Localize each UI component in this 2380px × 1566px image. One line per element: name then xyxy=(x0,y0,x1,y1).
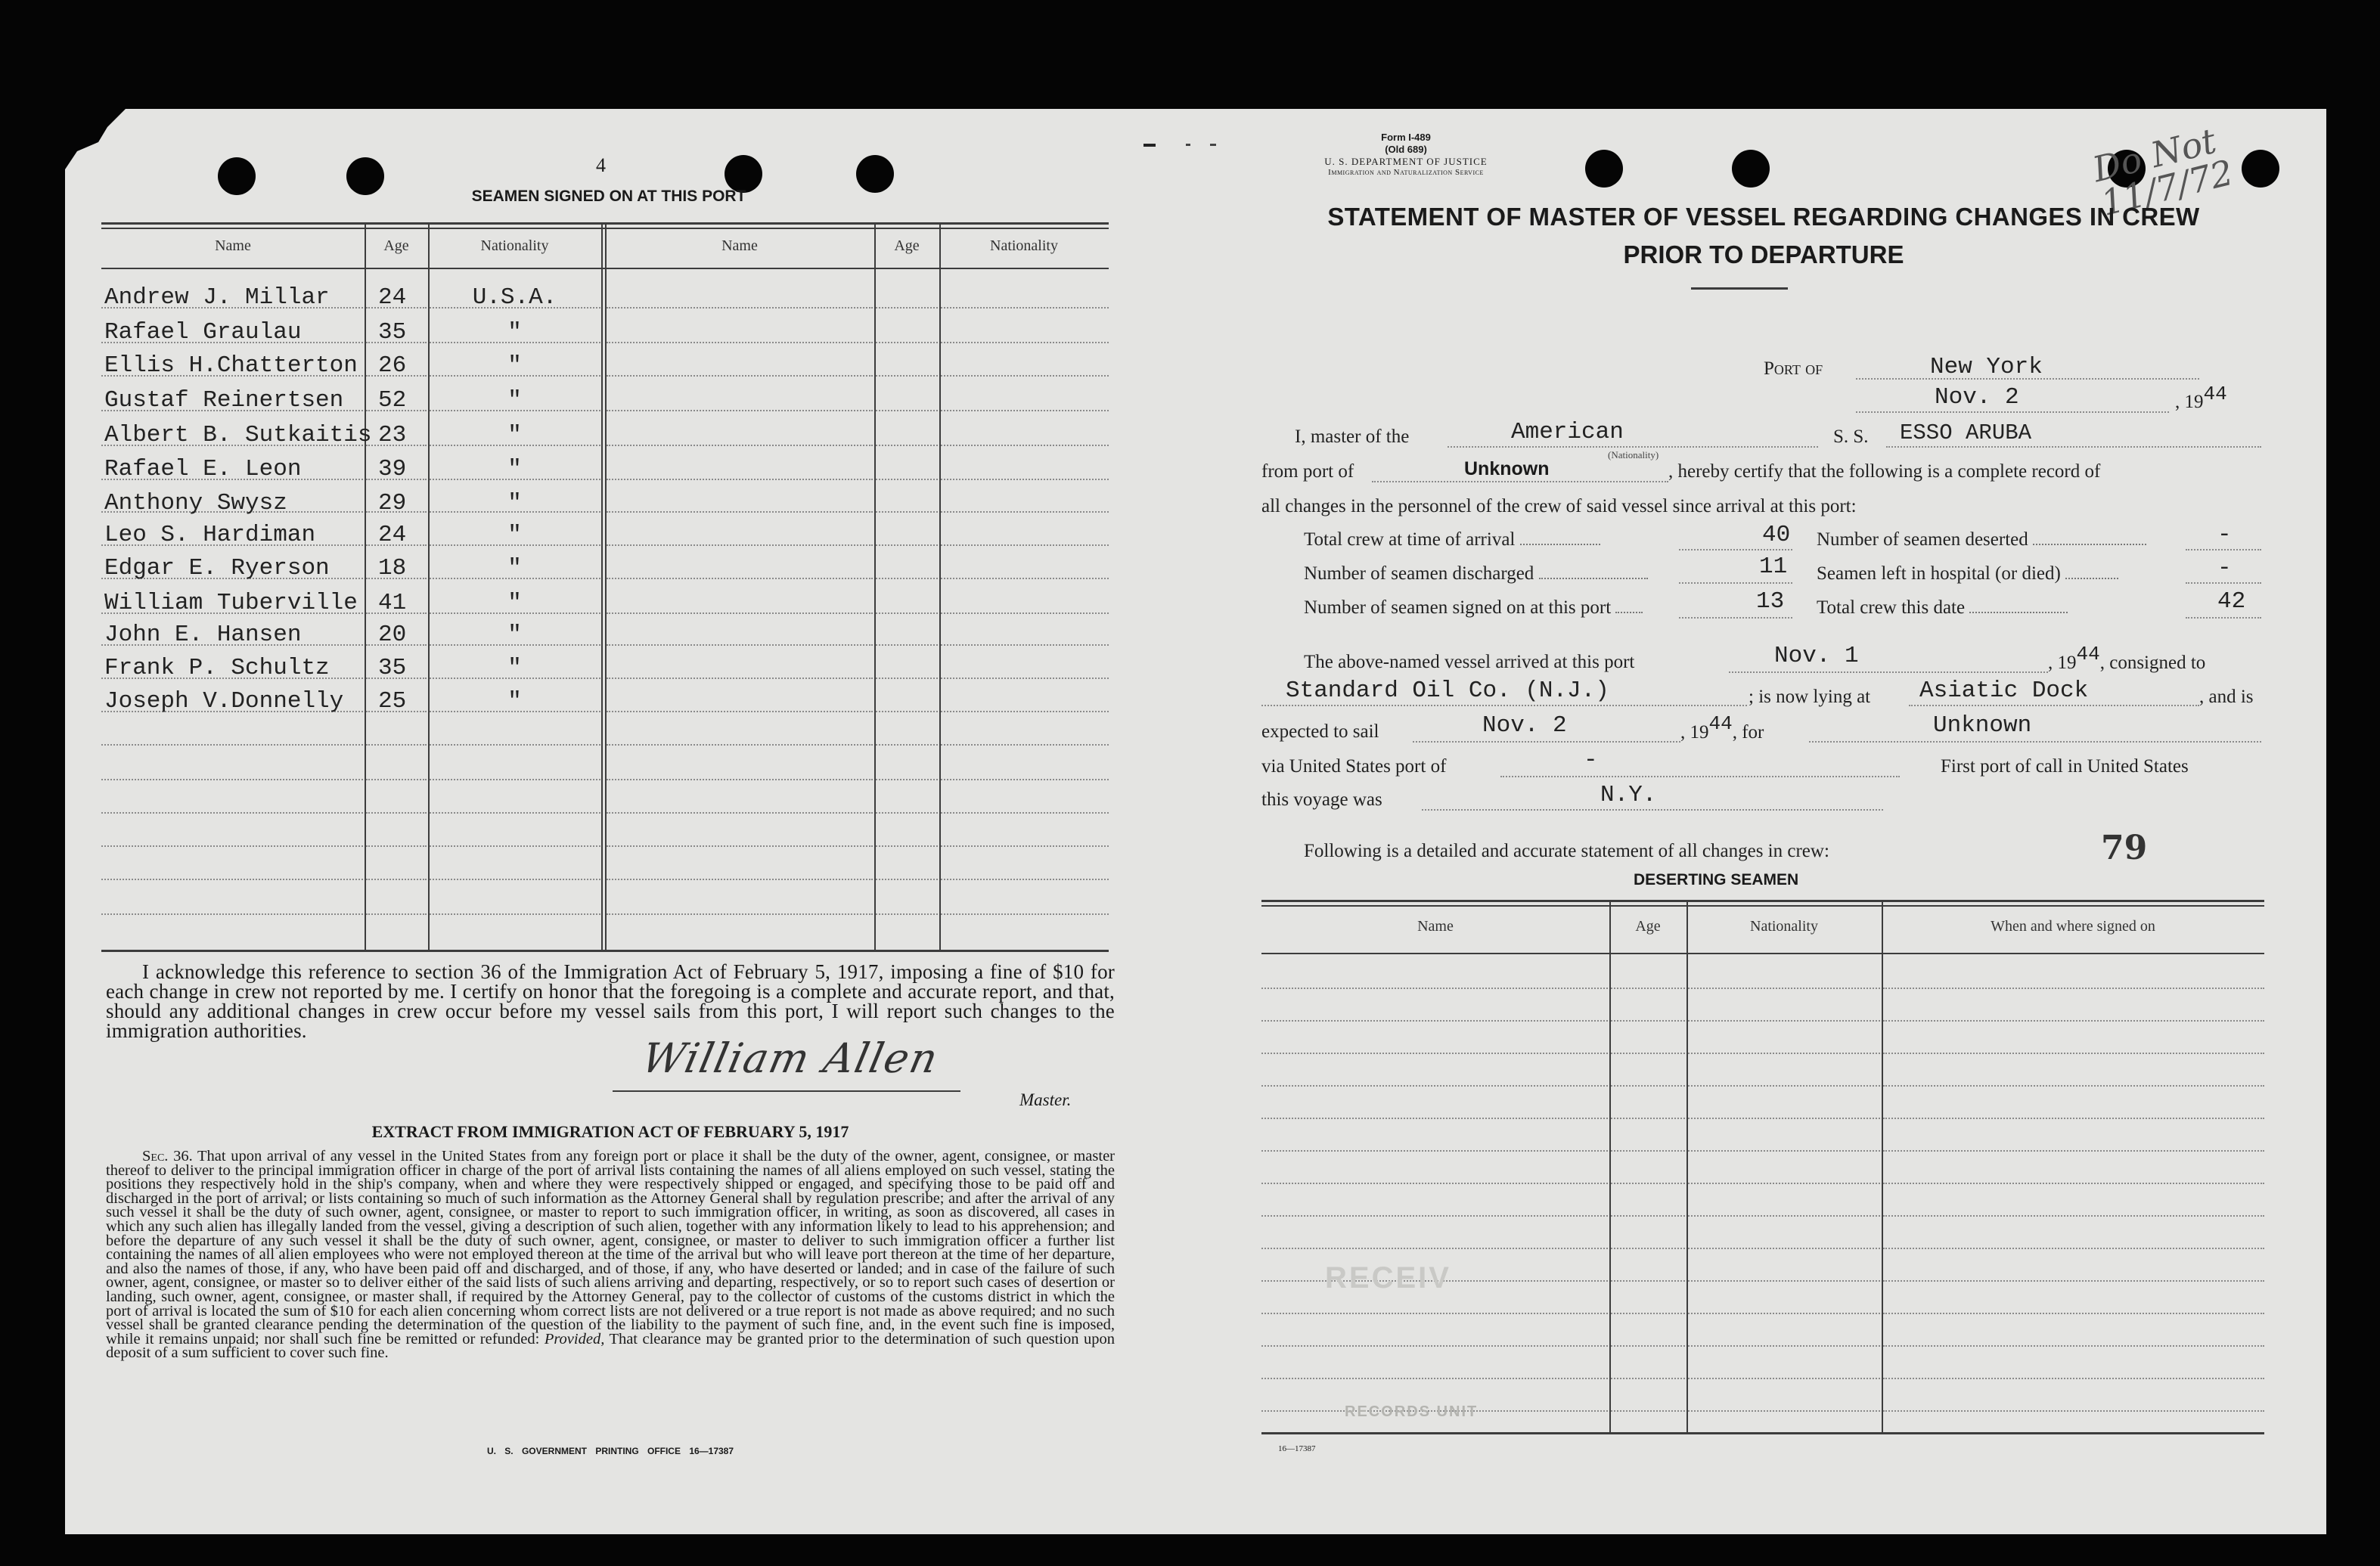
row-rule xyxy=(941,375,1109,377)
received-stamp: RECEIV xyxy=(1325,1261,1451,1295)
row-rule xyxy=(1688,1345,1880,1347)
nationality-caption: (Nationality) xyxy=(1608,449,1659,460)
row-rule xyxy=(1883,1215,2264,1217)
row-rule xyxy=(1883,1118,2264,1119)
row-rule xyxy=(430,879,600,880)
value-line xyxy=(2186,617,2261,619)
row-rule xyxy=(1611,1410,1685,1412)
arrived-year-suffix: 44 xyxy=(2076,643,2100,665)
row-rule xyxy=(941,578,1109,579)
seaman-name: Rafael E. Leon xyxy=(104,456,302,482)
ss-label: S. S. xyxy=(1833,426,1869,447)
row-rule xyxy=(1261,1248,1608,1249)
desert-col-name: Name xyxy=(1417,918,1454,935)
punch-hole xyxy=(346,157,384,195)
row-rule xyxy=(1883,1378,2264,1379)
row-rule xyxy=(607,913,873,915)
row-rule xyxy=(1883,1085,2264,1087)
port-label: Port of xyxy=(1764,358,1823,379)
row-rule xyxy=(1688,1020,1880,1022)
row-rule xyxy=(941,913,1109,915)
seaman-age: 23 xyxy=(378,422,407,448)
arrived-date: Nov. 1 xyxy=(1774,643,1859,669)
row-rule xyxy=(1883,1313,2264,1314)
extract-text xyxy=(106,1149,1115,1360)
from-port-value: Unknown xyxy=(1464,458,1550,479)
discharged-label-text: Number of seamen discharged xyxy=(1304,563,1534,584)
row-rule xyxy=(607,479,873,480)
from-port-field-line xyxy=(1372,481,1668,482)
first-port-label: First port of call in United States xyxy=(1941,756,2189,777)
first-port-value: N.Y. xyxy=(1600,782,1657,808)
form-number: Form I-489 xyxy=(1381,132,1431,143)
fold-mark xyxy=(1186,144,1190,146)
seaman-nationality: " xyxy=(507,590,522,616)
value-line xyxy=(1679,582,1792,584)
row-rule xyxy=(607,744,873,746)
footer-code: 16—17387 xyxy=(1278,1444,1316,1453)
row-rule xyxy=(1611,1053,1685,1054)
row-rule xyxy=(1261,1345,1608,1347)
row-rule xyxy=(876,812,938,814)
row-rule xyxy=(1611,1378,1685,1379)
row-rule xyxy=(607,879,873,880)
row-rule xyxy=(941,678,1109,679)
row-rule xyxy=(607,307,873,309)
destination-value: Unknown xyxy=(1933,712,2032,739)
seaman-age: 52 xyxy=(378,387,407,414)
nationality-value: American xyxy=(1511,419,1624,445)
row-rule xyxy=(366,879,427,880)
row-rule xyxy=(876,678,938,679)
total-crew-date-label xyxy=(1817,597,2068,619)
desert-table-column-rule xyxy=(1609,901,1611,1432)
row-rule xyxy=(1261,1378,1608,1379)
row-rule xyxy=(366,913,427,915)
signed-on-label-text: Number of seamen signed on at this port xyxy=(1304,597,1612,618)
col-header-nationality: Nationality xyxy=(990,237,1058,254)
row-rule xyxy=(941,879,1109,880)
certify-text-2: all changes in the personnel of the crew of said vessel since arrival at this port: xyxy=(1261,496,1857,516)
row-rule xyxy=(941,644,1109,646)
row-rule xyxy=(1261,1020,1608,1022)
row-rule xyxy=(1688,1280,1880,1282)
seaman-nationality: " xyxy=(507,688,522,715)
arrived-field-line xyxy=(1729,671,2048,673)
table-column-rule xyxy=(939,224,941,950)
extract-end: That clearance may be granted prior to the determination of such question upon deposit of a sum sufficient to cover such fine. xyxy=(106,1330,1116,1362)
seaman-age: 39 xyxy=(378,456,407,482)
table-column-rule xyxy=(605,224,607,950)
and-is-label: , and is xyxy=(2199,687,2254,707)
row-rule xyxy=(1688,1378,1880,1379)
row-rule xyxy=(1883,988,2264,989)
row-rule xyxy=(876,445,938,446)
seaman-nationality: " xyxy=(507,522,522,548)
row-rule xyxy=(876,410,938,411)
col-header-age: Age xyxy=(894,237,920,254)
discharged-label xyxy=(1304,563,1648,585)
extract-title: EXTRACT FROM IMMIGRATION ACT OF FEBRUARY 5, 1917 xyxy=(371,1122,849,1141)
row-rule xyxy=(1883,1053,2264,1054)
signed-on-heading: SEAMEN SIGNED ON AT THIS PORT xyxy=(471,188,746,205)
acknowledgment-text: I acknowledge this reference to section 36 of the Immigration Act of February 5, 1917, imposing a fine of $10 for each change in crew not reported by me. I certify on honor that the foregoing is a complete and accurate report, and that, should any additional changes in crew occur before my vessel sails from this port, I will report such changes to the immigration authorities. xyxy=(106,960,1115,1042)
extract-body: That upon arrival of any vessel in the United States from any foreign port or place it shall be the duty of the owner, agent, consignee, or master thereof to deliver to the principal immigration officer in charge of the port of arrival lists containing the names of all aliens employed on such vessel, stating the positions they respectively hold in the ship's company, when and where they were respectively shipped or engaged, and specifying those to be paid off and discharged in the port of arrival; or lists containing so much of such information as the Attorney General shall by regulation prescribe; and after the arrival of any such vessel it shall be the duty of such owner, agent, consignee, or master to report to such immigration officer, in writing, as soon as discovered, all cases in which any such alien has illegally landed from the vessel, giving a description of such alien, together with any information likely to lead to his apprehension; and before the departure of any such vessel it shall be the duty of such owner, agent, consignee, or master to deliver to such immigration officer a further list containing the names of all alien employees who were not employed thereon at the time of the arrival but who will leave port thereon at the time of her departure, and also the names of those, if any, who have been paid off and discharged, and of those, if any, who have deserted or landed; and in case of the failure of such owner, agent, consignee, or master so to deliver either of the said lists of such aliens arriving and departing, respectively, or so to report such cases of desertion or landing, such owner, agent, consignee, or master shall, if required by the Attorney General, pay to the collector of customs of the customs district in which the port of arrival is located the sum of $10 for each alien concerning whom correct lists are not delivered or a true report is not made as above required; and no such vessel shall be granted clearance pending the determination of the question of the liability to the payment of such fine, and, in the event such fine is imposed, while it remains unpaid; nor shall such fine be remitted or refunded: xyxy=(106,1148,1115,1347)
row-rule xyxy=(1611,1248,1685,1249)
lying-label: ; is now lying at xyxy=(1749,687,1871,707)
handwritten-corner-note: Do Not 11/7/72 xyxy=(2088,119,2238,224)
row-rule xyxy=(607,612,873,614)
desert-table-top xyxy=(1261,905,2264,907)
form-old-number: (Old 689) xyxy=(1385,144,1427,155)
row-rule xyxy=(876,845,938,847)
certify-text: , hereby certify that the following is a complete record of xyxy=(1668,461,2101,482)
row-rule xyxy=(366,779,427,780)
row-rule xyxy=(101,879,363,880)
row-rule xyxy=(607,678,873,679)
row-rule xyxy=(941,744,1109,746)
desert-table-bottom xyxy=(1261,1432,2264,1434)
table-column-rule xyxy=(365,224,366,950)
seaman-nationality: " xyxy=(507,490,522,516)
seaman-name: John E. Hansen xyxy=(104,622,302,648)
row-rule xyxy=(1611,1183,1685,1184)
sail-date-value: Nov. 2 xyxy=(1482,712,1567,739)
seaman-name: Frank P. Schultz xyxy=(104,655,330,681)
sail-year-suffix: 44 xyxy=(1708,712,1733,735)
punch-hole xyxy=(1732,150,1770,188)
consigned-label: , consigned to xyxy=(2099,653,2206,673)
row-rule xyxy=(430,744,600,746)
row-rule xyxy=(876,612,938,614)
row-rule xyxy=(430,845,600,847)
row-rule xyxy=(607,445,873,446)
hospital-value: - xyxy=(2217,555,2232,581)
row-rule xyxy=(101,812,363,814)
seaman-age: 26 xyxy=(378,352,407,379)
discharged-value: 11 xyxy=(1759,554,1788,580)
master-of-the-label: I, master of the xyxy=(1295,426,1410,447)
row-rule xyxy=(1883,1410,2264,1412)
year-suffix: 44 xyxy=(2203,383,2227,405)
deserting-heading: DESERTING SEAMEN xyxy=(1634,871,1799,888)
destination-field-line xyxy=(1809,741,2261,743)
row-rule xyxy=(876,479,938,480)
seaman-nationality: " xyxy=(507,655,522,681)
row-rule xyxy=(941,779,1109,780)
seaman-name: Leo S. Hardiman xyxy=(104,522,316,548)
sail-date-field-line xyxy=(1413,741,1680,743)
row-rule xyxy=(1688,1215,1880,1217)
seaman-nationality: " xyxy=(507,456,522,482)
voyage-field-line xyxy=(1422,809,1883,811)
row-rule xyxy=(607,644,873,646)
arrived-year: , 1944, consigned to xyxy=(2048,643,2206,673)
row-rule xyxy=(941,812,1109,814)
row-rule xyxy=(1883,1345,2264,1347)
row-rule xyxy=(1688,1410,1880,1412)
row-rule xyxy=(607,342,873,343)
desert-table-top xyxy=(1261,900,2264,902)
row-rule xyxy=(101,779,363,780)
row-rule xyxy=(607,578,873,579)
deserted-label xyxy=(1817,529,2146,550)
row-rule xyxy=(1883,1248,2264,1249)
seaman-name: Ellis H.Chatterton xyxy=(104,352,358,379)
row-rule xyxy=(876,307,938,309)
row-rule xyxy=(1688,1118,1880,1119)
punch-hole xyxy=(1585,150,1623,188)
desert-table-column-rule xyxy=(1686,901,1688,1432)
row-rule xyxy=(430,913,600,915)
port-value: New York xyxy=(1930,354,2043,380)
row-rule xyxy=(1611,1215,1685,1217)
lying-at-value: Asiatic Dock xyxy=(1919,678,2089,704)
sail-year-prefix: 19 xyxy=(1690,722,1709,743)
row-rule xyxy=(607,511,873,513)
row-rule xyxy=(1883,1150,2264,1152)
row-rule xyxy=(607,812,873,814)
row-rule xyxy=(607,544,873,546)
col-header-nationality: Nationality xyxy=(480,237,549,254)
row-rule xyxy=(941,711,1109,712)
row-rule xyxy=(1611,1020,1685,1022)
total-crew-date-label-text: Total crew this date xyxy=(1817,597,1966,618)
total-crew-arrival-label-text: Total crew at time of arrival xyxy=(1304,529,1516,550)
seaman-name: Joseph V.Donnelly xyxy=(104,688,344,715)
for-label: , for xyxy=(1732,722,1764,743)
year-prefix: , 1944 xyxy=(2175,383,2227,412)
fold-mark xyxy=(1210,144,1216,146)
signed-on-value: 13 xyxy=(1756,588,1785,615)
row-rule xyxy=(607,711,873,712)
seaman-nationality: U.S.A. xyxy=(472,284,557,311)
seaman-name: Anthony Swysz xyxy=(104,490,287,516)
row-rule xyxy=(1261,1183,1608,1184)
desert-col-age: Age xyxy=(1635,918,1661,935)
row-rule xyxy=(101,913,363,915)
hospital-label xyxy=(1817,563,2118,585)
row-rule xyxy=(941,479,1109,480)
total-crew-date-value: 42 xyxy=(2217,588,2246,615)
vessel-field-line xyxy=(1886,446,2261,448)
row-rule xyxy=(876,375,938,377)
row-rule xyxy=(876,913,938,915)
seaman-age: 29 xyxy=(378,490,407,516)
table-column-rule xyxy=(601,224,603,950)
row-rule xyxy=(1883,1280,2264,1282)
row-rule xyxy=(607,375,873,377)
expected-label: expected to sail xyxy=(1261,721,1379,742)
row-rule xyxy=(1261,1053,1608,1054)
via-label: via United States port of xyxy=(1261,756,1447,777)
value-line xyxy=(2186,549,2261,550)
row-rule xyxy=(941,445,1109,446)
seaman-name: Edgar E. Ryerson xyxy=(104,555,330,581)
form-title-line1: STATEMENT OF MASTER OF VESSEL REGARDING CHANGES IN CREW xyxy=(1327,203,2200,231)
page-number: 4 xyxy=(596,154,606,176)
row-rule xyxy=(941,410,1109,411)
row-rule xyxy=(1261,1118,1608,1119)
row-rule xyxy=(430,812,600,814)
col-header-name: Name xyxy=(721,237,758,254)
row-rule xyxy=(941,612,1109,614)
seaman-nationality: " xyxy=(507,387,522,414)
row-rule xyxy=(1688,1248,1880,1249)
row-rule xyxy=(876,711,938,712)
seaman-age: 18 xyxy=(378,555,407,581)
extract-section: Sec. 36. xyxy=(142,1148,193,1164)
arrived-year-prefix: 19 xyxy=(2057,653,2077,673)
desert-col-nationality: Nationality xyxy=(1750,918,1818,935)
row-rule xyxy=(1611,1345,1685,1347)
consignee-field-line xyxy=(1261,705,1747,706)
row-rule xyxy=(1688,1085,1880,1087)
row-rule xyxy=(1611,988,1685,989)
row-rule xyxy=(941,544,1109,546)
total-crew-arrival-value: 40 xyxy=(1762,522,1791,548)
deserted-label-text: Number of seamen deserted xyxy=(1817,529,2028,550)
year-prefix-text: 19 xyxy=(2184,392,2204,412)
seaman-age: 35 xyxy=(378,655,407,681)
row-rule xyxy=(1688,1053,1880,1054)
row-rule xyxy=(366,744,427,746)
signature-line xyxy=(613,1090,960,1092)
row-rule xyxy=(607,410,873,411)
row-rule xyxy=(1611,1118,1685,1119)
col-header-age: Age xyxy=(383,237,409,254)
col-header-name: Name xyxy=(215,237,251,254)
row-rule xyxy=(876,879,938,880)
value-line xyxy=(1679,617,1792,619)
department-name: U. S. DEPARTMENT OF JUSTICE xyxy=(1324,156,1488,167)
row-rule xyxy=(1688,988,1880,989)
seaman-nationality: " xyxy=(507,555,522,581)
row-rule xyxy=(607,779,873,780)
total-crew-arrival-label xyxy=(1304,529,1600,550)
row-rule xyxy=(876,744,938,746)
seaman-nationality: " xyxy=(507,622,522,648)
seaman-name: Rafael Graulau xyxy=(104,319,302,346)
punch-hole xyxy=(218,157,256,195)
row-rule xyxy=(1688,1183,1880,1184)
seaman-nationality: " xyxy=(507,422,522,448)
row-rule xyxy=(101,744,363,746)
row-rule xyxy=(1883,1183,2264,1184)
row-rule xyxy=(941,845,1109,847)
row-rule xyxy=(1611,1313,1685,1314)
row-rule xyxy=(876,779,938,780)
hospital-label-text: Seamen left in hospital (or died) xyxy=(1817,563,2061,584)
seaman-age: 24 xyxy=(378,284,407,311)
table-column-rule xyxy=(874,224,876,950)
lying-field-line xyxy=(1909,705,2199,706)
desert-table-header-rule xyxy=(1261,953,2264,954)
master-signature: William Allen xyxy=(638,1034,944,1082)
deserted-value: - xyxy=(2217,522,2232,548)
seaman-age: 25 xyxy=(378,688,407,715)
seaman-name: Andrew J. Millar xyxy=(104,284,330,311)
date-value: Nov. 2 xyxy=(1935,384,2019,411)
row-rule xyxy=(1611,1280,1685,1282)
desert-table-column-rule xyxy=(1882,901,1883,1432)
printer-credit: U. S. GOVERNMENT PRINTING OFFICE 16—17387 xyxy=(486,1446,734,1456)
seaman-name: William Tuberville xyxy=(104,590,358,616)
row-rule xyxy=(1261,1150,1608,1152)
vessel-name: ESSO ARUBA xyxy=(1900,420,2032,445)
date-field-line xyxy=(1856,411,2169,413)
row-rule xyxy=(1261,1313,1608,1314)
seaman-age: 24 xyxy=(378,522,407,548)
row-rule xyxy=(1261,1215,1608,1217)
sail-year: , 1944, for xyxy=(1680,712,1764,743)
row-rule xyxy=(876,578,938,579)
seaman-age: 35 xyxy=(378,319,407,346)
punch-hole xyxy=(856,155,894,193)
arrived-label: The above-named vessel arrived at this port xyxy=(1304,652,1635,672)
row-rule xyxy=(607,845,873,847)
title-underline xyxy=(1691,287,1788,290)
row-rule xyxy=(101,845,363,847)
row-rule xyxy=(941,511,1109,513)
row-rule xyxy=(430,779,600,780)
row-rule xyxy=(1883,1020,2264,1022)
row-rule xyxy=(1261,1085,1608,1087)
row-rule xyxy=(1261,988,1608,989)
row-rule xyxy=(1688,1313,1880,1314)
voyage-label: this voyage was xyxy=(1261,789,1382,810)
row-rule xyxy=(941,342,1109,343)
seaman-age: 20 xyxy=(378,622,407,648)
nationality-field-line xyxy=(1448,446,1818,448)
row-rule xyxy=(876,544,938,546)
row-rule xyxy=(876,644,938,646)
row-rule xyxy=(366,845,427,847)
following-text: Following is a detailed and accurate statement of all changes in crew: xyxy=(1304,841,1829,861)
extract-provided: Provided, xyxy=(544,1330,605,1347)
consignee-value: Standard Oil Co. (N.J.) xyxy=(1286,678,1609,704)
from-port-label: from port of xyxy=(1261,461,1354,482)
table-bottom-rule xyxy=(101,950,1109,952)
row-rule xyxy=(1611,1150,1685,1152)
signed-on-label xyxy=(1304,597,1643,619)
via-port-value: - xyxy=(1584,747,1598,774)
row-rule xyxy=(1611,1085,1685,1087)
seaman-name: Albert B. Sutkaitis xyxy=(104,422,372,448)
seaman-age: 41 xyxy=(378,590,407,616)
value-line xyxy=(2186,582,2261,584)
row-rule xyxy=(941,307,1109,309)
fold-mark xyxy=(1143,144,1156,147)
row-rule xyxy=(876,342,938,343)
value-line xyxy=(1679,549,1792,550)
master-label: Master. xyxy=(1019,1090,1072,1109)
seaman-nationality: " xyxy=(507,319,522,346)
row-rule xyxy=(876,511,938,513)
row-rule xyxy=(1688,1150,1880,1152)
records-unit-stamp: RECORDS UNIT xyxy=(1345,1403,1479,1420)
handwritten-number: 79 xyxy=(2101,829,2148,867)
form-title-line2: PRIOR TO DEPARTURE xyxy=(1623,240,1904,268)
via-field-line xyxy=(1500,776,1900,777)
desert-col-signed-on: When and where signed on xyxy=(1991,918,2155,935)
seaman-nationality: " xyxy=(507,352,522,379)
service-name: Immigration and Naturalization Service xyxy=(1328,168,1484,177)
seaman-name: Gustaf Reinertsen xyxy=(104,387,344,414)
row-rule xyxy=(366,812,427,814)
